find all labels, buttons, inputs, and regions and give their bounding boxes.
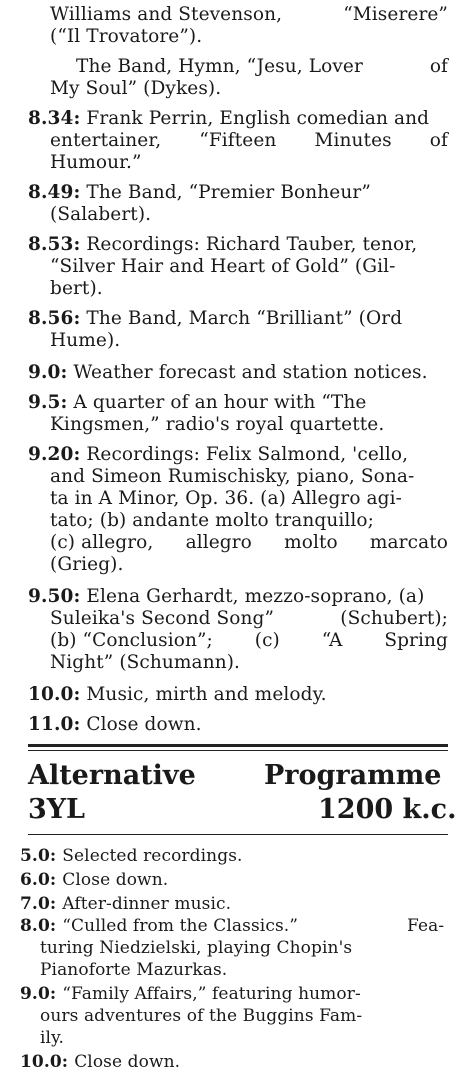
line-text [62,870,168,890]
line-text [40,1028,64,1048]
listing-line [50,488,402,510]
listing-line [50,4,448,26]
time-slot: 10.0: [28,684,81,705]
text-fragment: Kingsmen,” radio's royal quartette. [50,414,385,435]
text-fragment: (c) allegro, [50,532,154,553]
section-divider-thin [28,750,448,751]
alternative-heading-right: Programme [264,760,442,791]
text-fragment: Hume). [50,330,121,351]
text-fragment: “A [321,630,343,651]
listing-line [76,56,448,78]
time-slot: 10.0: [20,1052,69,1072]
listing-line [50,554,123,576]
line-text [50,414,384,435]
text-fragment: “Silver Hair and Heart of Gold” (Gil- [50,256,396,277]
line-text [73,392,366,413]
time-slot: 9.0: [20,984,57,1004]
text-fragment: (b) “Conclusion”; [50,630,213,651]
line-text [50,4,448,26]
text-fragment: ours adventures of the Buggins Fam- [40,1006,363,1026]
listing-line [50,330,120,352]
line-text [50,256,396,277]
text-fragment: (Schubert); [340,608,448,629]
text-fragment: entertainer, [50,130,162,151]
text-fragment: Spring [384,630,448,651]
listing-line [40,960,227,980]
text-fragment: Weather forecast and station notices. [73,362,428,383]
line-text [50,630,448,652]
text-fragment: and Simeon Rumischisky, piano, Sona- [50,466,415,487]
line-text [73,362,427,383]
listing-line [50,26,202,48]
line-text [86,714,201,735]
text-fragment: (Salabert). [50,204,152,225]
text-fragment: “Miserere” [343,4,448,25]
listing-line [40,1006,362,1026]
text-fragment: Suleika's Second Song” [50,608,275,629]
line-text [86,234,417,255]
station-frequency: 1200 k.c. [318,794,457,825]
text-fragment: Pianoforte Mazurkas. [40,960,228,980]
line-text [50,204,151,225]
line-text [50,532,448,554]
text-fragment: (c) [254,630,280,651]
listing-line [50,652,240,674]
listing-line [40,938,352,958]
time-slot: 9.20: [28,444,81,465]
listing-line [50,152,142,174]
text-fragment: Fea- [407,916,445,936]
text-fragment: Elena Gerhardt, mezzo-soprano, (a) [86,586,425,607]
line-text [40,960,227,980]
line-text [86,108,429,129]
listing-line [50,532,448,554]
text-fragment: “Fifteen [199,130,277,151]
listing-line [50,130,448,152]
line-text [40,1006,362,1026]
text-fragment: of [429,56,448,77]
time-slot: 8.56: [28,308,81,329]
time-slot: 5.0: [20,846,57,866]
text-fragment: Williams and Stevenson, [50,4,283,25]
listing-line [50,608,448,630]
line-text [86,586,424,607]
line-text [50,608,448,630]
listing-line [28,714,202,736]
listing-line [28,392,366,414]
line-text [50,26,202,47]
text-fragment: ta in A Minor, Op. 36. (a) Allegro agi- [50,488,402,509]
line-text [86,308,402,329]
listing-line [40,1028,64,1048]
text-fragment: marcato [369,532,448,553]
text-fragment: “Family Affairs,” featuring humor- [62,984,361,1004]
listing-line [28,586,424,608]
line-text [40,938,352,958]
text-fragment: molto [284,532,338,553]
listing-line [20,1052,180,1072]
line-text [62,894,231,914]
line-text [86,182,370,203]
text-fragment: Night” (Schumann). [50,652,241,673]
line-text [86,684,326,705]
text-fragment: (Grieg). [50,554,124,575]
line-text [50,510,374,531]
listing-line [50,630,448,652]
listing-line [28,108,429,130]
text-fragment: (“Il Trovatore”). [50,26,203,47]
text-fragment: Humour.” [50,152,142,173]
text-fragment: bert). [50,278,103,299]
text-fragment: ily. [40,1028,65,1048]
text-fragment: Close down. [74,1052,181,1072]
time-slot: 9.5: [28,392,68,413]
text-fragment: “Culled from the Classics.” [62,916,299,936]
listing-line [20,916,444,936]
listing-line [20,984,361,1004]
line-text [62,984,361,1004]
time-slot: 9.50: [28,586,81,607]
text-fragment: Close down. [86,714,202,735]
time-slot: 8.0: [20,916,57,936]
text-fragment: Music, mirth and melody. [86,684,327,705]
time-slot: 11.0: [28,714,81,735]
listing-line [50,466,414,488]
time-slot: 8.53: [28,234,81,255]
time-slot: 7.0: [20,894,57,914]
listing-line [28,444,408,466]
text-fragment: After-dinner music. [62,894,232,914]
line-text [74,1052,180,1072]
text-fragment: turing Niedzielski, playing Chopin's [40,938,353,958]
line-text [50,130,448,152]
text-fragment: Recordings: Felix Salmond, 'cello, [86,444,409,465]
listing-line [20,846,243,866]
listing-line [50,278,103,300]
listing-line [28,182,371,204]
text-fragment: My Soul” (Dykes). [50,78,222,99]
text-fragment: Close down. [62,870,169,890]
listing-line [28,362,428,384]
line-text [50,152,142,173]
line-text [76,56,448,78]
text-fragment: of [429,130,448,151]
heading-underline [28,834,448,835]
listing-line [50,204,151,226]
alternative-heading-left: Alternative [28,760,196,791]
line-text [50,554,123,575]
text-fragment: tato; (b) andante molto tranquillo; [50,510,374,531]
line-text [50,278,103,299]
text-fragment: Recordings: Richard Tauber, tenor, [86,234,418,255]
line-text [50,330,120,351]
line-text [50,652,240,673]
line-text [62,916,444,936]
listing-line [50,510,374,532]
text-fragment: The Band, “Premier Bonheur” [86,182,371,203]
listing-line [28,308,402,330]
station-callsign: 3YL [28,794,86,825]
text-fragment: A quarter of an hour with “The [73,392,367,413]
time-slot: 8.49: [28,182,81,203]
line-text [86,444,408,465]
line-text [50,488,402,509]
listing-line [20,870,168,890]
line-text [50,466,414,487]
listing-line [50,414,384,436]
listing-line [50,256,396,278]
listing-line [20,894,231,914]
text-fragment: allegro [185,532,252,553]
time-slot: 8.34: [28,108,81,129]
listing-line [28,684,327,706]
listing-line [50,78,221,100]
text-fragment: Minutes [314,130,392,151]
time-slot: 9.0: [28,362,68,383]
section-divider-thick [28,744,448,747]
text-fragment: Selected recordings. [62,846,243,866]
line-text [62,846,242,866]
line-text [50,78,221,99]
text-fragment: Frank Perrin, English comedian and [86,108,430,129]
listing-line [28,234,417,256]
text-fragment: The Band, March “Brilliant” (Ord [86,308,403,329]
time-slot: 6.0: [20,870,57,890]
text-fragment: The Band, Hymn, “Jesu, Lover [76,56,363,77]
